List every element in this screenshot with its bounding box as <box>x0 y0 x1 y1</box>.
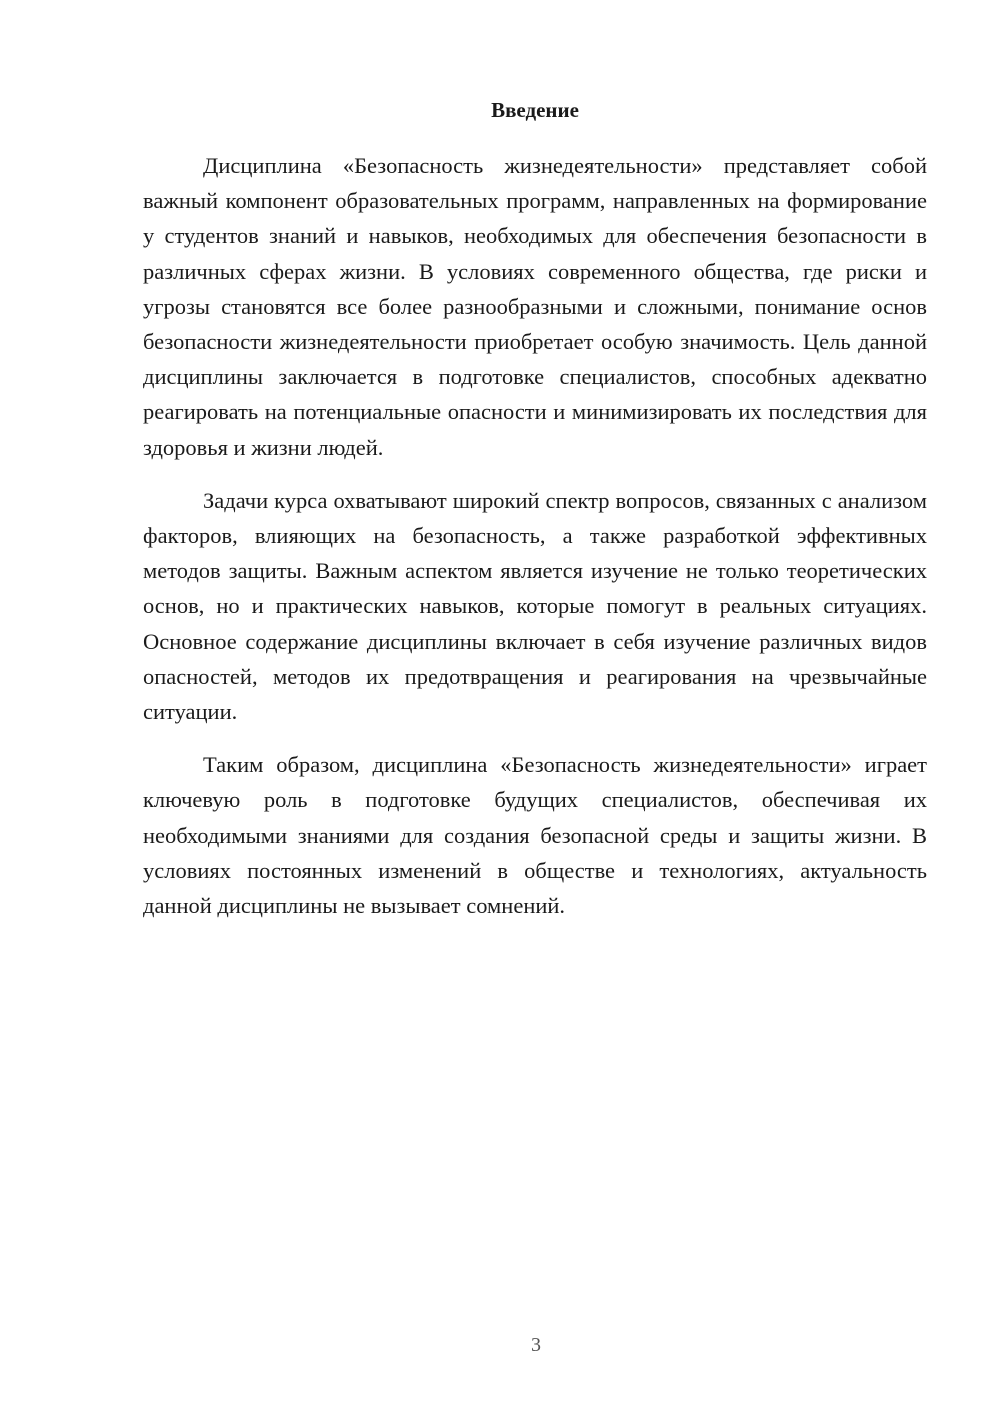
page-number: 3 <box>531 1334 541 1356</box>
section-title: Введение <box>491 98 579 122</box>
paragraph-3: Таким образом, дисциплина «Безопасность жизнедеятельности» играет ключевую роль в подготовке будущих специалистов, обеспечивая их необходимыми знаниями для создания безопасной среды и защиты жизни. В условиях постоянных изменений в обществе и технологиях, актуальность данной дисциплины не вызывает сомнений. <box>143 752 927 919</box>
paragraph-2: Задачи курса охватывают широкий спектр вопросов, связанных с анализом факторов, влияющих на безопасность, а также разработкой эффективных методов защиты. Важным аспектом является изучение не только теоретических основ, но и практических навыков, которые помогут в реальных ситуациях. Основное содержание дисциплины включает в себя изучение различных видов опасностей, методов их предотвращения и реагирования на чрезвычайные ситуации. <box>143 487 927 725</box>
paragraph-1: Дисциплина «Безопасность жизнедеятельности» представляет собой важный компонент образовательных программ, направленных на формирование у студентов знаний и навыков, необходимых для обеспечения безопасности в различных сферах жизни. В условиях современного общества, где риски и угрозы становятся все более разнообразными и сложными, понимание основ безопасности жизнедеятельности приобретает особую значимость. Цель данной дисциплины заключается в подготовке специалистов, способных адекватно реагировать на потенциальные опасности и минимизировать их последствия для здоровья и жизни людей. <box>143 153 927 460</box>
page-content <box>143 92 927 941</box>
